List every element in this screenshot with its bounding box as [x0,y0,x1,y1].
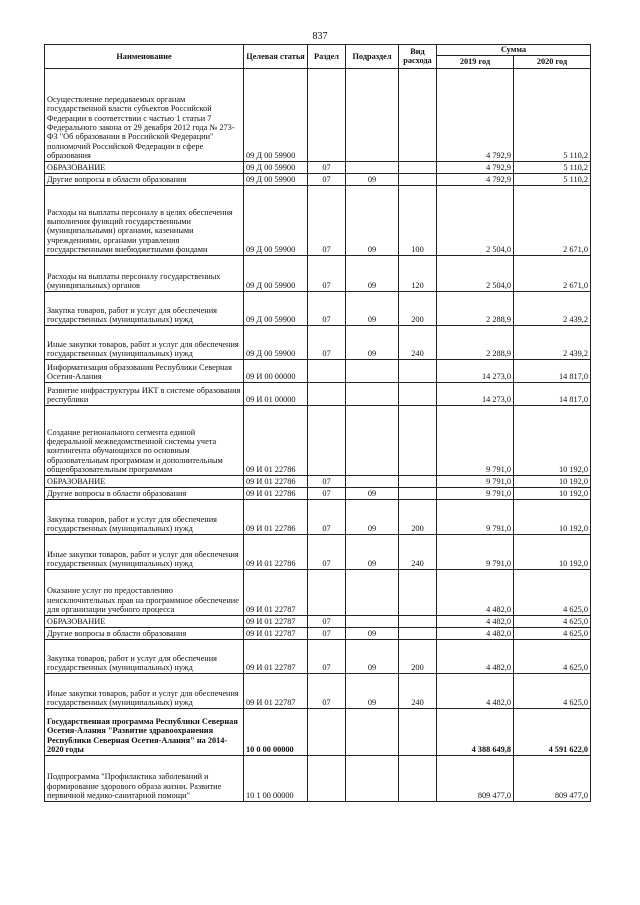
header-amount: Сумма [437,45,591,56]
row-section: 07 [308,173,346,185]
row-target-code: 09 И 01 22787 [244,673,308,708]
row-subsection [346,569,399,615]
row-expense-type [399,405,437,475]
row-expense-type [399,627,437,639]
row-amount-2019: 9 791,0 [437,534,514,569]
row-target-code: 09 И 01 22786 [244,487,308,499]
row-amount-2019: 2 288,9 [437,291,514,325]
row-name: Закупка товаров, работ и услуг для обеспечения государственных (муниципальных) нужд [45,499,244,534]
row-expense-type: 100 [399,185,437,255]
row-target-code: 09 И 01 22787 [244,627,308,639]
row-target-code: 10 0 00 00000 [244,708,308,755]
row-target-code: 09 Д 00 59900 [244,173,308,185]
row-section: 07 [308,673,346,708]
row-amount-2020: 10 192,0 [514,534,591,569]
row-amount-2019: 14 273,0 [437,359,514,382]
row-amount-2020: 2 439,2 [514,325,591,359]
table-row [45,569,591,615]
row-target-code: 09 Д 00 59900 [244,325,308,359]
row-amount-2019: 14 273,0 [437,382,514,405]
row-amount-2020: 14 817,0 [514,359,591,382]
row-subsection [346,161,399,173]
table-row [45,673,591,708]
row-amount-2020: 2 439,2 [514,291,591,325]
row-subsection: 09 [346,255,399,291]
row-amount-2019: 4 792,9 [437,173,514,185]
row-amount-2020: 5 110,2 [514,173,591,185]
row-section [308,405,346,475]
row-name: ОБРАЗОВАНИЕ [45,475,244,487]
row-expense-type [399,173,437,185]
row-target-code: 09 И 01 22786 [244,475,308,487]
row-expense-type: 240 [399,325,437,359]
row-amount-2019: 4 482,0 [437,627,514,639]
row-name: Закупка товаров, работ и услуг для обеспечения государственных (муниципальных) нужд [45,291,244,325]
row-subsection [346,615,399,627]
row-name: ОБРАЗОВАНИЕ [45,161,244,173]
row-section: 07 [308,534,346,569]
row-target-code: 09 И 01 00000 [244,382,308,405]
row-name: ОБРАЗОВАНИЕ [45,615,244,627]
row-amount-2020: 4 625,0 [514,627,591,639]
row-subsection: 09 [346,173,399,185]
table-row [45,382,591,405]
row-amount-2019: 2 288,9 [437,325,514,359]
row-expense-type: 200 [399,291,437,325]
row-amount-2020: 4 591 622,0 [514,708,591,755]
row-subsection: 09 [346,534,399,569]
header-name: Наименование [45,45,244,69]
row-amount-2019: 4 482,0 [437,569,514,615]
row-amount-2019: 4 792,9 [437,68,514,161]
row-amount-2019: 9 791,0 [437,475,514,487]
row-expense-type [399,755,437,801]
row-target-code: 10 1 00 00000 [244,755,308,801]
row-name: Осуществление передаваемых органам государственной власти субъектов Российской Федерации в соответствии с частью 1 статьи 7 Федерального закона от 29 декабря 2012 года № 273-ФЗ "Об образовании в Российской Федерации" полномочий Российской Федерации в сфере образования [45,68,244,161]
table-row [45,534,591,569]
row-target-code: 09 Д 00 59900 [244,185,308,255]
row-expense-type [399,487,437,499]
row-name: Другие вопросы в области образования [45,173,244,185]
row-section [308,755,346,801]
row-section: 07 [308,499,346,534]
table-row [45,708,591,755]
row-amount-2020: 10 192,0 [514,405,591,475]
row-expense-type [399,615,437,627]
row-section: 07 [308,185,346,255]
table-body [45,68,591,801]
row-expense-type [399,359,437,382]
row-amount-2020: 809 477,0 [514,755,591,801]
row-amount-2019: 4 482,0 [437,615,514,627]
row-amount-2019: 2 504,0 [437,255,514,291]
row-target-code: 09 И 01 22786 [244,499,308,534]
budget-table [44,44,591,802]
row-subsection [346,475,399,487]
row-expense-type: 200 [399,499,437,534]
table-row [45,639,591,673]
row-section [308,382,346,405]
row-name: Расходы на выплаты персоналу государственных (муниципальных) органов [45,255,244,291]
row-subsection: 09 [346,499,399,534]
table-row [45,627,591,639]
row-target-code: 09 И 01 22786 [244,534,308,569]
table-row [45,173,591,185]
row-amount-2020: 10 192,0 [514,487,591,499]
row-subsection [346,708,399,755]
row-expense-type: 240 [399,534,437,569]
row-amount-2020: 4 625,0 [514,639,591,673]
row-amount-2020: 4 625,0 [514,615,591,627]
header-section: Раздел [308,45,346,69]
row-amount-2020: 10 192,0 [514,475,591,487]
row-subsection: 09 [346,627,399,639]
row-amount-2020: 2 671,0 [514,185,591,255]
row-subsection [346,405,399,475]
row-section: 07 [308,475,346,487]
row-subsection [346,755,399,801]
row-subsection: 09 [346,325,399,359]
row-expense-type [399,161,437,173]
row-name: Другие вопросы в области образования [45,487,244,499]
header-year-2019: 2019 год [437,55,514,68]
row-expense-type: 240 [399,673,437,708]
row-amount-2020: 4 625,0 [514,673,591,708]
row-expense-type [399,708,437,755]
row-section: 07 [308,325,346,359]
row-target-code: 09 И 01 22786 [244,405,308,475]
row-section [308,708,346,755]
row-subsection [346,359,399,382]
row-expense-type [399,475,437,487]
row-expense-type [399,382,437,405]
row-name: Развитие инфраструктуры ИКТ в системе образования республики [45,382,244,405]
header-expense-type: Вид расхода [399,45,437,69]
table-row [45,255,591,291]
row-amount-2019: 9 791,0 [437,499,514,534]
row-amount-2020: 2 671,0 [514,255,591,291]
table-row [45,405,591,475]
row-name: Иные закупки товаров, работ и услуг для обеспечения государственных (муниципальных) нужд [45,534,244,569]
row-amount-2019: 4 482,0 [437,639,514,673]
row-amount-2020: 10 192,0 [514,499,591,534]
row-name: Другие вопросы в области образования [45,627,244,639]
row-subsection: 09 [346,291,399,325]
row-target-code: 09 Д 00 59900 [244,255,308,291]
header-year-2020: 2020 год [514,55,591,68]
row-name: Иные закупки товаров, работ и услуг для обеспечения государственных (муниципальных) нужд [45,673,244,708]
row-section: 07 [308,639,346,673]
table-row [45,615,591,627]
row-section [308,68,346,161]
table-row [45,359,591,382]
row-amount-2020: 14 817,0 [514,382,591,405]
row-subsection: 09 [346,673,399,708]
row-name: Создание регионального сегмента единой федеральной межведомственной системы учета контингента обучающихся по основным образовательным программам и дополнительным общеобразовательным программам [45,405,244,475]
row-amount-2020: 4 625,0 [514,569,591,615]
row-section: 07 [308,291,346,325]
row-amount-2019: 809 477,0 [437,755,514,801]
row-amount-2020: 5 110,2 [514,161,591,173]
row-target-code: 09 И 01 22787 [244,615,308,627]
row-section [308,359,346,382]
row-subsection [346,68,399,161]
row-amount-2019: 9 791,0 [437,487,514,499]
table-row [45,499,591,534]
row-name: Иные закупки товаров, работ и услуг для обеспечения государственных (муниципальных) нужд [45,325,244,359]
row-subsection: 09 [346,487,399,499]
row-target-code: 09 И 00 00000 [244,359,308,382]
row-section: 07 [308,487,346,499]
row-amount-2019: 2 504,0 [437,185,514,255]
table-row [45,68,591,161]
row-section [308,569,346,615]
row-subsection: 09 [346,639,399,673]
row-amount-2019: 4 792,9 [437,161,514,173]
row-expense-type [399,68,437,161]
table-row [45,185,591,255]
row-section: 07 [308,255,346,291]
row-amount-2019: 4 482,0 [437,673,514,708]
page-number: 837 [312,31,328,42]
row-subsection [346,382,399,405]
table-row [45,291,591,325]
row-expense-type: 200 [399,639,437,673]
row-target-code: 09 Д 00 59900 [244,291,308,325]
row-expense-type: 120 [399,255,437,291]
row-name: Подпрограмма "Профилактика заболеваний и формирование здорового образа жизни. Развитие первичной медико-санитарной помощи" [45,755,244,801]
table-row [45,755,591,801]
row-section: 07 [308,615,346,627]
table-row [45,325,591,359]
table-row [45,475,591,487]
row-name: Расходы на выплаты персоналу в целях обеспечения выполнения функций государственными (муниципальными) органами, казенными учреждениями, органами управления государственными внебюджетными фондами [45,185,244,255]
row-name: Закупка товаров, работ и услуг для обеспечения государственных (муниципальных) нужд [45,639,244,673]
row-target-code: 09 И 01 22787 [244,639,308,673]
row-section: 07 [308,627,346,639]
row-amount-2019: 9 791,0 [437,405,514,475]
row-name: Государственная программа Республики Северная Осетия-Алания "Развитие здравоохранения Республики Северная Осетия-Алания" на 2014-2020 годы [45,708,244,755]
table-row [45,487,591,499]
row-section: 07 [308,161,346,173]
row-amount-2019: 4 388 649,8 [437,708,514,755]
row-expense-type [399,569,437,615]
row-amount-2020: 5 110,2 [514,68,591,161]
row-name: Информатизация образования Республики Северная Осетия-Алания [45,359,244,382]
header-subsection: Подраздел [346,45,399,69]
row-target-code: 09 Д 00 59900 [244,161,308,173]
row-subsection: 09 [346,185,399,255]
row-target-code: 09 И 01 22787 [244,569,308,615]
header-target: Целевая статья [244,45,308,69]
table-row [45,161,591,173]
row-name: Оказание услуг по предоставлению неисключительных прав на программное обеспечение для организации учебного процесса [45,569,244,615]
row-target-code: 09 Д 00 59900 [244,68,308,161]
